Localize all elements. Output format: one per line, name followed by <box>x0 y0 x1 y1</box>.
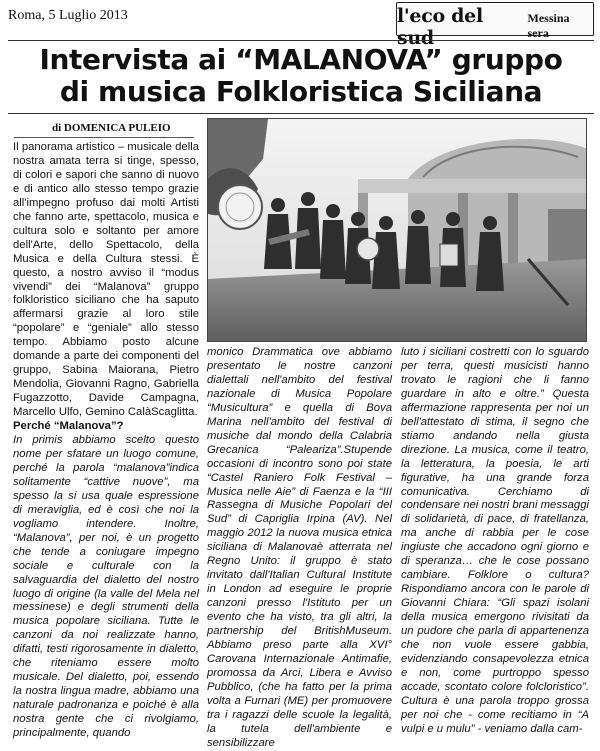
headline-line-1: Intervista ai “MALANOVA” gruppo <box>39 43 563 76</box>
intro-paragraph: Il panorama artistico – musicale della nostra amata terra si tinge, spesso, di colori e sapori che sanno di nuovo e di antico allo stesso tempo grazie all'impegno profuso dai molti Artisti che fanno arte, spettacolo, musica e cultura solo e soltanto per amore dell'Arte, dello Spettacolo, della Musica e della Cultura stessi. È questo, a nostro avviso il “modus vivendi” dei “Malanova” gruppo folkloristico siciliano che ha saputo affermarsi grazie al loro stile “popolare” e “geniale” allo stesso tempo. Abbiamo posto alcune domande a parte dei componenti del gruppo, Sabina Maiorana, Pietro Mendolia, Giovanni Ragno, Gabriella Fugazzotto, Davide Campagna, Marcello Ulfo, Gemino CalàScaglitta. <box>13 141 199 419</box>
dateline: Roma, 5 Luglio 2013 <box>8 8 128 23</box>
byline-rule <box>14 137 194 138</box>
column-3 <box>401 346 589 737</box>
column-2 <box>207 346 392 751</box>
column-1 <box>13 141 199 741</box>
masthead <box>396 2 594 49</box>
group-photo-image <box>208 119 587 342</box>
headline-rule <box>8 113 594 114</box>
masthead-name: l'eco del sud <box>397 5 483 49</box>
answer-paragraph: In primis abbiamo scelto questo nome per sfatare un luogo comune, perché la parola “malanova”indica solitamente “cattive nuove”, ma spesso la si usa quale espressione di meraviglia, ed è così che noi la vogliamo intendere. Inoltre, “Malanova”, per noi, è un progetto che tende a coniugare impegno sociale e culturale con la salvaguardia del dialetto del nostro luogo di origine (la valle del Mela nel messinese) e degli strumenti della musica popolare siciliana. Tutte le canzoni da noi realizzate hanno, difatti, testi rigorosamente in dialetto, che riteniamo essere molto musicale. Del dialetto, poi, essendo la nostra lingua madre, abbiamo una naturale padronanza e poiché è alla nostra gente che ci rivolgiamo, principalmente, quando <box>13 434 199 740</box>
column-2-text: monico Drammatica ove abbiamo presentato le nostre canzoni dialettali nell'ambito del festival nazionale di Musica Popolare “Musicultura” e quella di Bova Marina nell'ambito del festival di musiche dal mondo della Calabria Grecanica “Paleariza”.Stupende occasioni di incontro sono poi state “Castel Raniero Folk Festival – Musica nelle Aie” di Faenza e la “III Rassegna di Musiche Popolari del Sud” di Capriglia Irpina (AV). Nel maggio 2012 la nuova musica etnica siciliana di Malanovaè atterrata nel Regno Unito: il gruppo è stato invitato dall'Italian Cultural Institute in London ad eseguire le proprie canzoni presso l'Istituto per un evento che ha visto, tra gli altri, la partnership del BritishMuseum. Abbiamo preso parte alla XVI° Carovana Internazionale Antimafie, promossa da Arci, Libera e Avviso Pubblico, (che ha fatto per la prima volta a Furnari (ME) per promuovere tra i ragazzi delle scuole la legalità, la tutela dell'ambiente e sensibilizzare <box>207 346 392 749</box>
header <box>8 0 594 49</box>
header-rule <box>8 40 594 41</box>
headline-line-2: di musica Folkloristica Siciliana <box>59 75 543 108</box>
group-photo <box>207 118 587 342</box>
byline: di DOMENICA PULEIO <box>52 122 171 134</box>
column-3-text: luto i siciliani costretti con lo sguardo per terra, questi musicisti hanno trovato le ragioni che li fanno guardare in alto e oltre.” Questa affermazione rappresenta per noi un bell'attestato di stima, il segno che stiamo andando nella giusta direzione. La musica, come il teatro, la letteratura, la poesia, le arti figurative, ha una grande forza comunicativa. Cerchiamo di condensare nei nostri brani messaggi di solidarietà, di pace, di fratellanza, ma anche di rabbia per le cose ingiuste che accadono ogni giorno e di speranza… che le cose possano cambiare. Folklore o cultura? Rispondiamo ancora con le parole di Giovanni Chiara: “Gli spazi isolani della musica emergono rivisitati da un pudore che parla di appartenenza che non vuole essere gabbia, evidenziando consapevolezza etnica e non, come purtroppo spesso accade, scontato colore folcloristico”. Cultura è una parola troppo grossa per noi che - come recitiamo in “A vulpi e u mulu” - veniamo dalla cam- <box>401 346 589 735</box>
masthead-subtitle: Messina sera <box>527 11 570 40</box>
question-heading: Perché “Malanova”? <box>13 420 124 433</box>
headline <box>8 44 594 108</box>
